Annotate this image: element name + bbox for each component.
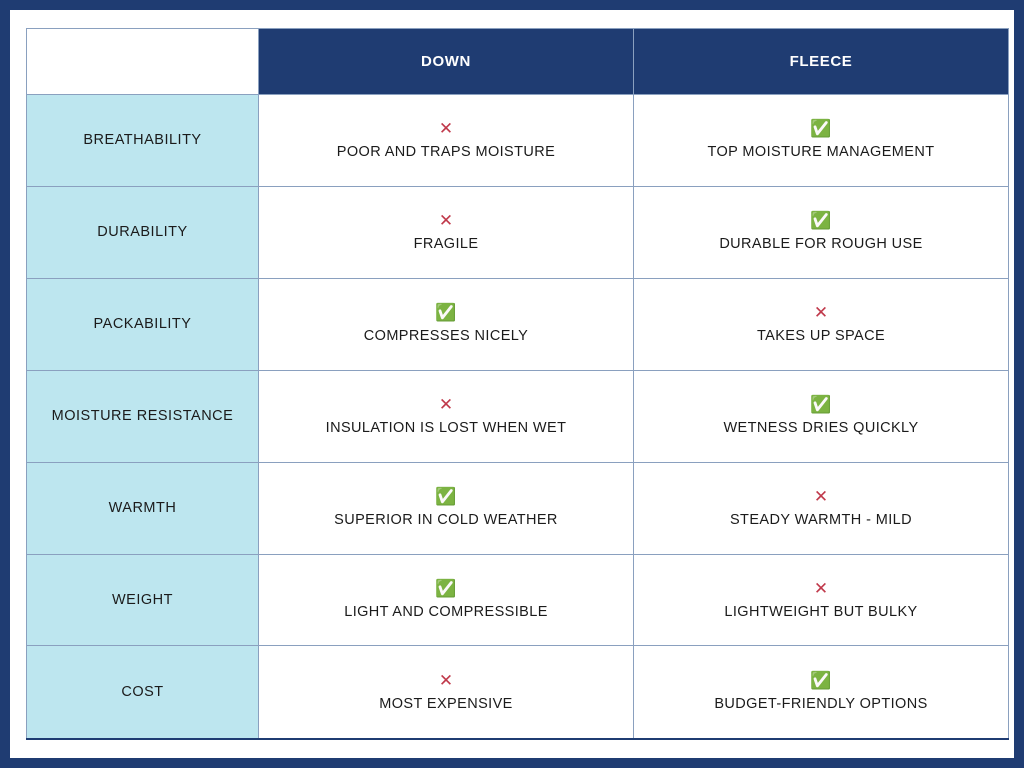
cell-fleece-moisture-resistance — [634, 370, 1009, 462]
check-box-icon: ✅ — [810, 671, 832, 691]
row-attribute-warmth: WARMTH — [27, 462, 259, 554]
cross-icon: ✕ — [438, 119, 454, 139]
cell-fleece-cost — [634, 646, 1009, 739]
cross-icon: ✕ — [438, 671, 454, 691]
check-box-icon: ✅ — [810, 395, 832, 415]
cell-fleece-durability — [634, 186, 1009, 278]
cell-down-weight — [259, 554, 634, 646]
cell-down-durability — [259, 186, 634, 278]
cell-text: TAKES UP SPACE — [756, 328, 886, 345]
cell-down-packability — [259, 278, 634, 370]
cell-down-moisture-resistance — [259, 370, 634, 462]
cell-text: LIGHTWEIGHT BUT BULKY — [724, 603, 918, 620]
check-box-icon: ✅ — [810, 119, 832, 139]
cell-text: COMPRESSES NICELY — [363, 328, 529, 345]
table-row — [27, 370, 1009, 462]
header-row — [27, 29, 1009, 95]
table-header — [27, 29, 1009, 95]
cell-fleece-breathability — [634, 95, 1009, 187]
table-row — [27, 646, 1009, 739]
column-header-down: DOWN — [259, 29, 634, 95]
row-attribute-weight: WEIGHT — [27, 554, 259, 646]
cross-icon: ✕ — [813, 303, 829, 323]
cell-text: INSULATION IS LOST WHEN WET — [325, 420, 567, 437]
table-body — [27, 95, 1009, 740]
cell-down-cost — [259, 646, 634, 739]
cell-text: STEADY WARMTH - MILD — [729, 512, 912, 529]
table-row — [27, 278, 1009, 370]
cross-icon: ✕ — [813, 487, 829, 507]
row-attribute-breathability: BREATHABILITY — [27, 95, 259, 187]
row-attribute-moisture-resistance: MOISTURE RESISTANCE — [27, 370, 259, 462]
cell-text: FRAGILE — [413, 236, 479, 253]
cross-icon: ✕ — [813, 578, 829, 598]
check-box-icon: ✅ — [435, 487, 457, 507]
cell-text: WETNESS DRIES QUICKLY — [723, 420, 919, 437]
cell-text: BUDGET-FRIENDLY OPTIONS — [714, 696, 928, 713]
cell-down-warmth — [259, 462, 634, 554]
comparison-table — [26, 28, 1009, 740]
cell-text: LIGHT AND COMPRESSIBLE — [344, 603, 548, 620]
table-row — [27, 554, 1009, 646]
cross-icon: ✕ — [438, 211, 454, 231]
cell-fleece-warmth — [634, 462, 1009, 554]
cell-text: MOST EXPENSIVE — [379, 696, 513, 713]
cross-icon: ✕ — [438, 395, 454, 415]
comparison-sheet — [10, 10, 1014, 758]
check-box-icon: ✅ — [435, 303, 457, 323]
row-attribute-durability: DURABILITY — [27, 186, 259, 278]
cell-text: DURABLE FOR ROUGH USE — [719, 236, 923, 253]
cell-fleece-packability — [634, 278, 1009, 370]
cell-text: TOP MOISTURE MANAGEMENT — [707, 144, 935, 161]
cell-fleece-weight — [634, 554, 1009, 646]
check-box-icon: ✅ — [435, 578, 457, 598]
table-row — [27, 462, 1009, 554]
table-row — [27, 186, 1009, 278]
row-attribute-cost: COST — [27, 646, 259, 739]
table-corner-cell — [27, 29, 259, 95]
table-row — [27, 95, 1009, 187]
cell-down-breathability — [259, 95, 634, 187]
cell-text: SUPERIOR IN COLD WEATHER — [334, 512, 558, 529]
cell-text: POOR AND TRAPS MOISTURE — [336, 144, 556, 161]
column-header-fleece: FLEECE — [634, 29, 1009, 95]
row-attribute-packability: PACKABILITY — [27, 278, 259, 370]
check-box-icon: ✅ — [810, 211, 832, 231]
